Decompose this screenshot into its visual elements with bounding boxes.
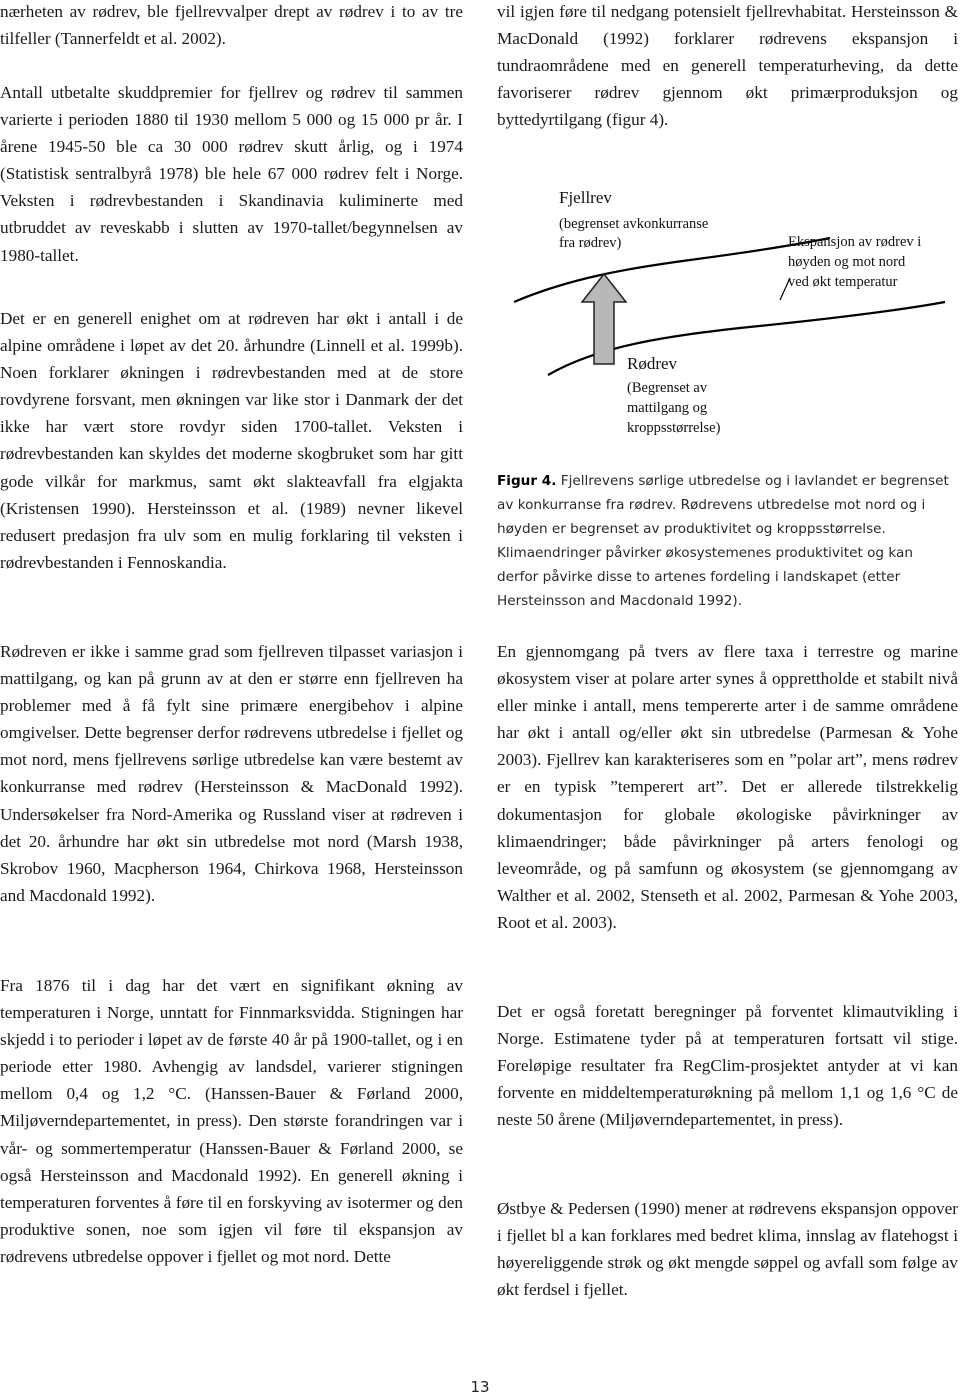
upward-arrow-icon [582, 274, 626, 364]
figure-caption [497, 469, 958, 613]
right-paragraph-2: En gjennomgang på tvers av flere taxa i terrestre og marine økosystem viser at polare arter synes å opprettholde et stabilt nivå eller minke i antall, mens tempererte arter i de samme områdene har økt i antall og/eller økt sin utbredelse (Parmesan & Yohe 2003). Fjellrev kan karakteriseres som en ”polar art”, mens rødrev er en typisk ”temperert art”. Det er allerede tilstrekkelig dokumentasjon for globale økologiske påvirkninger av klimaendringer; både påvirkninger på arters fenologi og leveområde, og på samfunn og økosystem (se gjennomgang av Walther et al. 2002, Stenseth et al. 2002, Parmesan & Yohe 2003, Root et al. 2003). [497, 642, 958, 932]
rodrev-label: Rødrev [627, 354, 678, 373]
expansion-label-3: ved økt temperatur [788, 274, 898, 290]
left-paragraph-2: Antall utbetalte skuddpremier for fjellrev og rødrev til sammen varierte i perioden 1880 til 1930 mellom 5 000 og 15 000 pr år. I årene 1945-50 ble ca 30 000 rødrev skutt årlig, og i 1974 (Statistisk sentralbyrå 1978) ble hele 67 000 rødrev felt i Norge. Veksten i rødrevbestanden i Skandinavia kuliminerte med utbruddet av reveskabb i slutten av 1970-tallet/begynnelsen av 1980-tallet. [0, 83, 463, 265]
fjellrev-sublabel-1: (begrenset avkonkurranse [559, 216, 709, 232]
figure-caption-label: Figur 4. [497, 473, 557, 489]
left-paragraph-3: Det er en generell enighet om at rødreven har økt i antall i de alpine områdene i løpet av det 20. århundre (Linnell et al. 1999b). Noen forklarer økningen i rødrevbestanden med at de store rovdyrene forsvant, men økningen var like stor i Danmark der det ikke har vært store rovdyr siden 1700-tallet. Veksten i rødrevbestanden kan skyldes det moderne skogbruket som har gitt gode vilkår for markmus, samt økt slakteavfall fra elgjakta (Kristensen 1990). Hersteinsson et al. (1989) nevner likevel redusert predasjon fra ulv som en mulig forklaring til veksten i rødrevbestanden i Fennoskandia. [0, 309, 463, 572]
figure-caption-text: Fjellrevens sørlige utbredelse og i lavlandet er begrenset av konkurranse fra rødrev. Rødrevens utbredelse mot nord og i høyden er begrenset av produktivitet og kroppsstørrelse. Klimaendringer påvirker økosystemenes produktivitet og kan derfor påvirke disse to artenes fordeling i landskapet (etter Hersteinsson and Macdonald 1992). [497, 473, 949, 609]
expansion-label-2: høyden og mot nord [788, 254, 906, 270]
left-paragraph-1: nærheten av rødrev, ble fjellrevvalper drept av rødrev i to av tre tilfeller (Tannerfeldt et al. 2002). [0, 2, 463, 49]
page-number: 13 [470, 1378, 490, 1396]
rodrev-sublabel-1: (Begrenset av [627, 380, 708, 396]
right-paragraph-3: Det er også foretatt beregninger på forventet klimautvikling i Norge. Estimatene tyder på at temperaturen fortsatt vil stige. Foreløpige resultater fra RegClim-prosjektet antyder at vi kan forvente en middeltemperaturøkning på mellom 1,1 og 1,6 °C de neste 50 årene (Miljøverndepartementet, in press). [497, 1002, 958, 1130]
right-paragraph-4: Østbye & Pedersen (1990) mener at rødrevens ekspansjon oppover i fjellet bl a kan forklares med bedret klima, innslag av flatehogst i høyereliggende strøk og økt mengde søppel og avfall som følge av økt ferdsel i fjellet. [497, 1199, 958, 1300]
left-paragraph-4: Rødreven er ikke i samme grad som fjellreven tilpasset variasjon i mattilgang, og kan på grunn av at den er større enn fjellreven ha problemer med å få fylt sine primære energibehov i alpine omgivelser. Dette begrenser derfor rødrevens utbredelse i fjellet og mot nord, mens fjellrevens sørlige utbredelse kan være bestemt av konkurranse med rødrev (Hersteinsson & MacDonald 1992). Undersøkelser fra Nord-Amerika og Russland viser at rødreven i det 20. århundre har økt sin utbredelse mot nord (Marsh 1938, Skrobov 1960, Macpherson 1964, Chirkova 1968, Hersteinsson and Macdonald 1992). [0, 642, 463, 905]
fjellrev-label: Fjellrev [559, 188, 612, 207]
left-paragraph-5: Fra 1876 til i dag har det vært en signifikant økning av temperaturen i Norge, unntatt for Finnmarksvidda. Stigningen har skjedd i to perioder i løpet av de første 40 år på 1900-tallet, og i en periode etter 1980. Avhengig av landsdel, varierer stigningen mellom 0,4 og 1,2 °C. (Hanssen-Bauer & Førland 2000, Miljøverndepartementet, in press). Den største forandringen var i vår- og sommertemperatur (Hanssen-Bauer & Førland 2000, se også Hersteinsson and Macdonald 1992). En generell økning i temperaturen forventes å føre til en forskyving av isotermer og den produktive sonen, noe som igjen vil føre til ekspansjon av rødrevens utbredelse oppover i fjellet og mot nord. Dette [0, 976, 463, 1266]
fjellrev-sublabel-2: fra rødrev) [559, 235, 622, 251]
right-paragraph-1: vil igjen føre til nedgang potensielt fjellrevhabitat. Hersteinsson & MacDonald (1992) forklarer rødrevens ekspansjon i tundraområdene med en generell temperaturheving, da dette favoriserer rødrev gjennom økt primærproduksjon og byttedyrtilgang (figur 4). [497, 2, 958, 130]
rodrev-sublabel-3: kroppsstørrelse) [627, 420, 721, 436]
rodrev-sublabel-2: mattilgang og [627, 400, 708, 416]
expansion-label-1: Ekspansjon av rødrev i [788, 234, 922, 250]
